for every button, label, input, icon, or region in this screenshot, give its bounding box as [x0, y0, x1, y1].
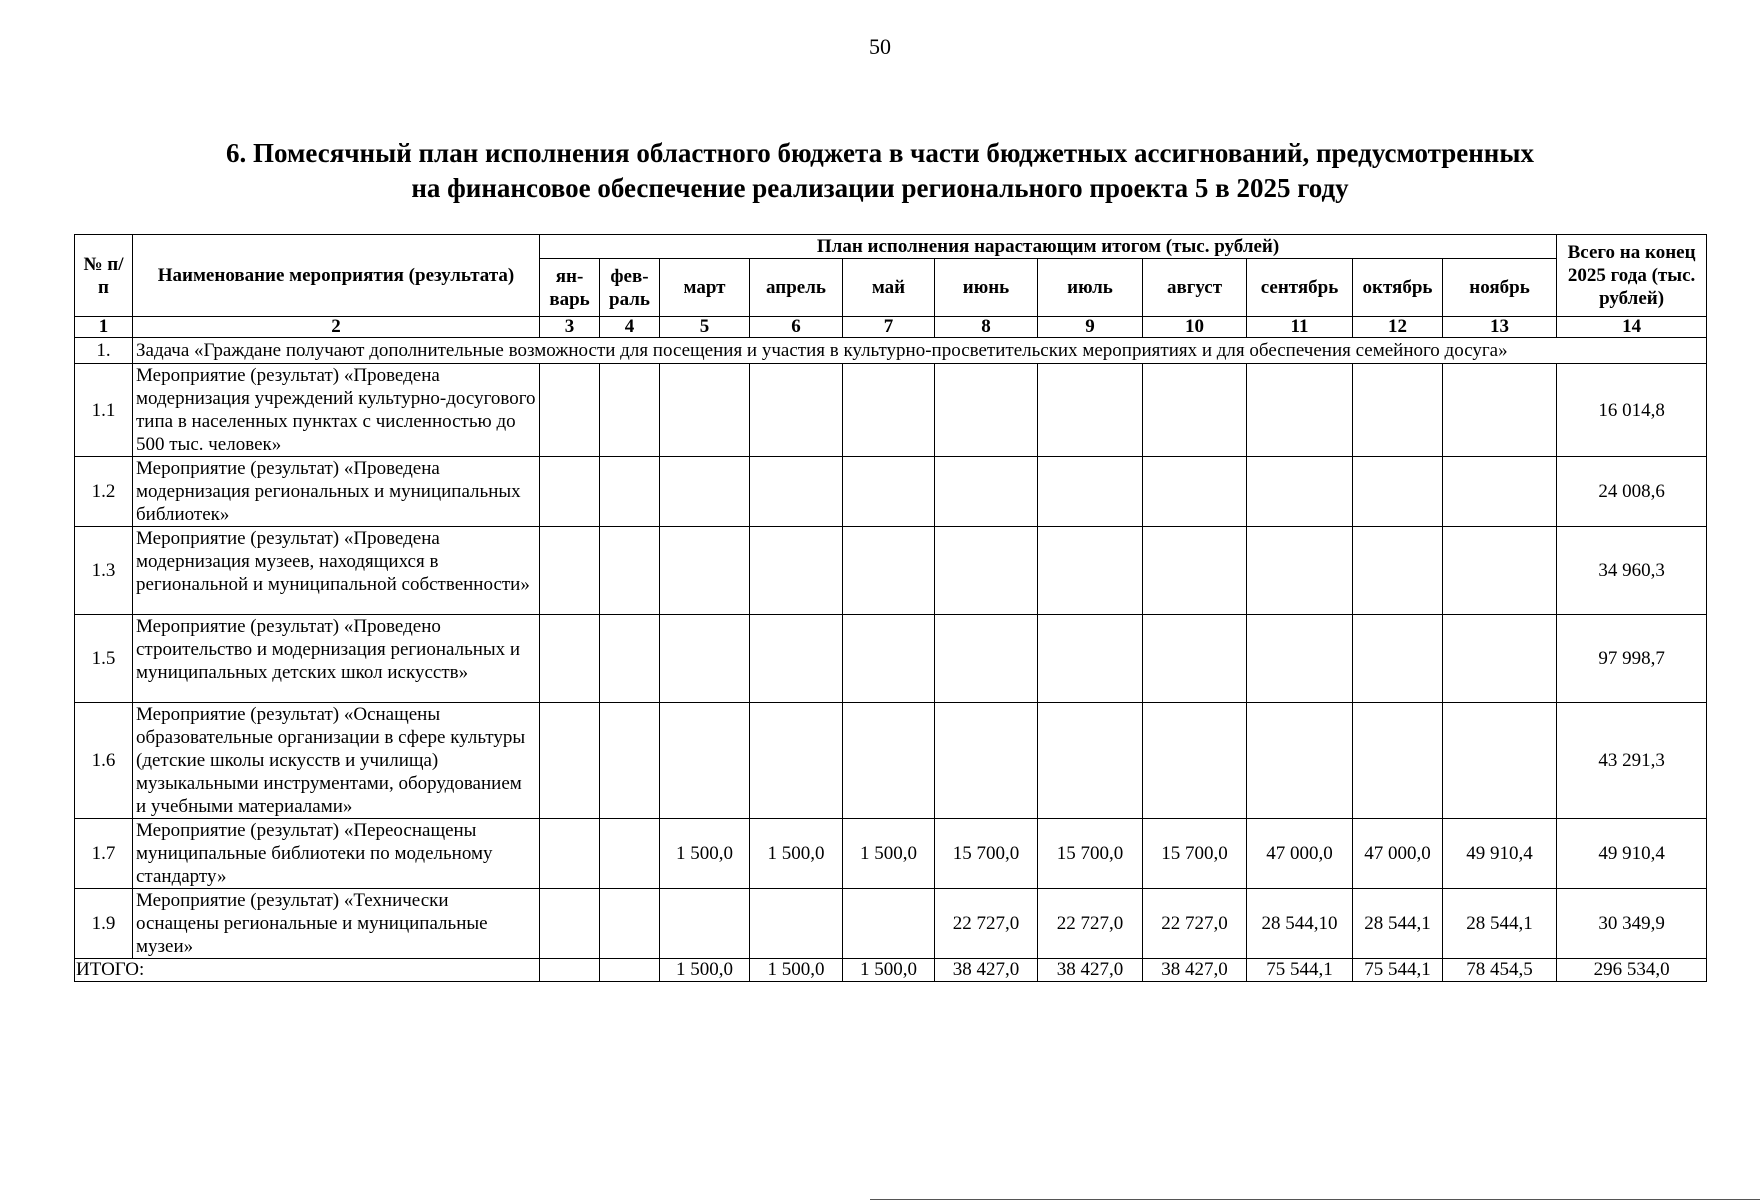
- row-number: 1.2: [75, 457, 133, 527]
- header-month: июль: [1038, 259, 1143, 317]
- month-value: [843, 364, 935, 457]
- row-name: Мероприятие (результат) «Переоснащены муниципальные библиотеки по модельному стандарту»: [133, 819, 540, 889]
- totals-month-value: 1 500,0: [660, 959, 750, 982]
- month-value: [1038, 703, 1143, 819]
- month-value: [1247, 457, 1353, 527]
- totals-month-value: 78 454,5: [1443, 959, 1557, 982]
- month-value: [660, 889, 750, 959]
- column-number: 3: [540, 317, 600, 338]
- row-number: 1.7: [75, 819, 133, 889]
- row-name: Мероприятие (результат) «Оснащены образовательные организации в сфере культуры (детские школы искусств и училища) музыкальными инструментами, оборудованием и учебными материалами»: [133, 703, 540, 819]
- page-number: 50: [869, 34, 891, 59]
- header-total: Всего на конец 2025 года (тыс. рублей): [1557, 235, 1707, 317]
- month-value: [935, 527, 1038, 615]
- budget-plan-table: [74, 234, 1707, 982]
- row-number: 1.1: [75, 364, 133, 457]
- header-plan: План исполнения нарастающим итогом (тыс. рублей): [540, 235, 1557, 259]
- page-title: [60, 136, 1700, 206]
- column-number: 5: [660, 317, 750, 338]
- month-value: [1353, 364, 1443, 457]
- month-value: [1353, 457, 1443, 527]
- table-row: [75, 527, 1707, 615]
- month-value: [660, 457, 750, 527]
- header-month: март: [660, 259, 750, 317]
- column-number: 6: [750, 317, 843, 338]
- month-value: 1 500,0: [660, 819, 750, 889]
- month-value: [1443, 703, 1557, 819]
- table-row: [75, 819, 1707, 889]
- header-month: ян-варь: [540, 259, 600, 317]
- month-value: [600, 364, 660, 457]
- month-value: [540, 364, 600, 457]
- month-value: [750, 364, 843, 457]
- totals-month-value: [540, 959, 600, 982]
- month-value: [935, 364, 1038, 457]
- table-row: [75, 615, 1707, 703]
- totals-month-value: 38 427,0: [1143, 959, 1247, 982]
- column-number: 12: [1353, 317, 1443, 338]
- row-total: 34 960,3: [1557, 527, 1707, 615]
- month-value: [600, 703, 660, 819]
- month-value: [843, 457, 935, 527]
- row-number: 1.5: [75, 615, 133, 703]
- month-value: [1247, 527, 1353, 615]
- column-number: 9: [1038, 317, 1143, 338]
- month-value: [600, 527, 660, 615]
- month-value: [600, 615, 660, 703]
- header-month: фев-раль: [600, 259, 660, 317]
- month-value: [660, 527, 750, 615]
- month-value: 28 544,1: [1443, 889, 1557, 959]
- column-number: 10: [1143, 317, 1247, 338]
- totals-month-value: 75 544,1: [1353, 959, 1443, 982]
- totals-label: ИТОГО:: [75, 959, 540, 982]
- column-number: 7: [843, 317, 935, 338]
- month-value: 47 000,0: [1353, 819, 1443, 889]
- table-row: [75, 703, 1707, 819]
- month-value: 15 700,0: [935, 819, 1038, 889]
- month-value: [660, 364, 750, 457]
- row-total: 43 291,3: [1557, 703, 1707, 819]
- totals-month-value: 1 500,0: [750, 959, 843, 982]
- month-value: [1038, 457, 1143, 527]
- month-value: [1443, 615, 1557, 703]
- month-value: [843, 527, 935, 615]
- grand-total: 296 534,0: [1557, 959, 1707, 982]
- month-value: [540, 703, 600, 819]
- month-value: [1443, 364, 1557, 457]
- row-name: Мероприятие (результат) «Проведена модернизация учреждений культурно-досугового типа в населенных пунктах с численностью до 500 тыс. человек»: [133, 364, 540, 457]
- month-value: [935, 615, 1038, 703]
- row-total: 30 349,9: [1557, 889, 1707, 959]
- month-value: [843, 615, 935, 703]
- row-name: Мероприятие (результат) «Проведено строительство и модернизация региональных и муниципальных детских школ искусств»: [133, 615, 540, 703]
- month-value: [600, 889, 660, 959]
- month-value: [540, 889, 600, 959]
- table-row: [75, 364, 1707, 457]
- totals-month-value: 38 427,0: [935, 959, 1038, 982]
- month-value: [1247, 703, 1353, 819]
- row-total: 16 014,8: [1557, 364, 1707, 457]
- totals-row: [75, 959, 1707, 982]
- header-month: август: [1143, 259, 1247, 317]
- header-month: октябрь: [1353, 259, 1443, 317]
- table-row: [75, 457, 1707, 527]
- month-value: [750, 527, 843, 615]
- row-number: 1.6: [75, 703, 133, 819]
- month-value: [750, 703, 843, 819]
- month-value: [540, 615, 600, 703]
- month-value: [1143, 527, 1247, 615]
- month-value: [1353, 703, 1443, 819]
- month-value: [1143, 615, 1247, 703]
- month-value: [750, 889, 843, 959]
- month-value: [660, 703, 750, 819]
- header-name: Наименование мероприятия (результата): [133, 235, 540, 317]
- month-value: [935, 457, 1038, 527]
- row-name: Мероприятие (результат) «Технически оснащены региональные и муниципальные музеи»: [133, 889, 540, 959]
- month-value: [540, 527, 600, 615]
- month-value: [750, 457, 843, 527]
- title-line-2: на финансовое обеспечение реализации регионального проекта 5 в 2025 году: [411, 173, 1349, 203]
- header-num: № п/п: [75, 235, 133, 317]
- month-value: [750, 615, 843, 703]
- month-value: [1247, 615, 1353, 703]
- month-value: 28 544,10: [1247, 889, 1353, 959]
- month-value: [540, 819, 600, 889]
- month-value: 22 727,0: [1143, 889, 1247, 959]
- column-number: 1: [75, 317, 133, 338]
- month-value: 49 910,4: [1443, 819, 1557, 889]
- totals-month-value: 1 500,0: [843, 959, 935, 982]
- month-value: 1 500,0: [843, 819, 935, 889]
- task-num: 1.: [75, 338, 133, 364]
- header-month: июнь: [935, 259, 1038, 317]
- month-value: 22 727,0: [935, 889, 1038, 959]
- month-value: [1038, 615, 1143, 703]
- row-total: 97 998,7: [1557, 615, 1707, 703]
- header-month: май: [843, 259, 935, 317]
- month-value: [1038, 527, 1143, 615]
- month-value: [1353, 615, 1443, 703]
- row-number: 1.3: [75, 527, 133, 615]
- month-value: [1143, 457, 1247, 527]
- column-number: 11: [1247, 317, 1353, 338]
- month-value: [1038, 364, 1143, 457]
- row-name: Мероприятие (результат) «Проведена модернизация региональных и муниципальных библиотек»: [133, 457, 540, 527]
- column-number: 4: [600, 317, 660, 338]
- month-value: [843, 889, 935, 959]
- month-value: [600, 819, 660, 889]
- month-value: 15 700,0: [1038, 819, 1143, 889]
- task-text: Задача «Граждане получают дополнительные возможности для посещения и участия в культурно-просветительских мероприятиях и для обеспечения семейного досуга»: [133, 338, 1707, 364]
- month-value: [1443, 527, 1557, 615]
- table-row: [75, 889, 1707, 959]
- totals-month-value: 38 427,0: [1038, 959, 1143, 982]
- month-value: [843, 703, 935, 819]
- totals-month-value: [600, 959, 660, 982]
- row-name: Мероприятие (результат) «Проведена модернизация музеев, находящихся в региональной и муниципальной собственности»: [133, 527, 540, 615]
- totals-month-value: 75 544,1: [1247, 959, 1353, 982]
- header-month: сентябрь: [1247, 259, 1353, 317]
- title-line-1: 6. Помесячный план исполнения областного бюджета в части бюджетных ассигнований, предусмотренных: [226, 138, 1534, 168]
- month-value: [600, 457, 660, 527]
- header-month: апрель: [750, 259, 843, 317]
- month-value: [1443, 457, 1557, 527]
- month-value: [1353, 527, 1443, 615]
- month-value: [1143, 703, 1247, 819]
- month-value: [935, 703, 1038, 819]
- row-total: 49 910,4: [1557, 819, 1707, 889]
- month-value: 15 700,0: [1143, 819, 1247, 889]
- month-value: [1143, 364, 1247, 457]
- month-value: 28 544,1: [1353, 889, 1443, 959]
- column-number: 14: [1557, 317, 1707, 338]
- month-value: [660, 615, 750, 703]
- month-value: 1 500,0: [750, 819, 843, 889]
- month-value: 22 727,0: [1038, 889, 1143, 959]
- month-value: 47 000,0: [1247, 819, 1353, 889]
- column-number: 13: [1443, 317, 1557, 338]
- month-value: [1247, 364, 1353, 457]
- column-number: 2: [133, 317, 540, 338]
- row-total: 24 008,6: [1557, 457, 1707, 527]
- row-number: 1.9: [75, 889, 133, 959]
- header-month: ноябрь: [1443, 259, 1557, 317]
- column-number: 8: [935, 317, 1038, 338]
- month-value: [540, 457, 600, 527]
